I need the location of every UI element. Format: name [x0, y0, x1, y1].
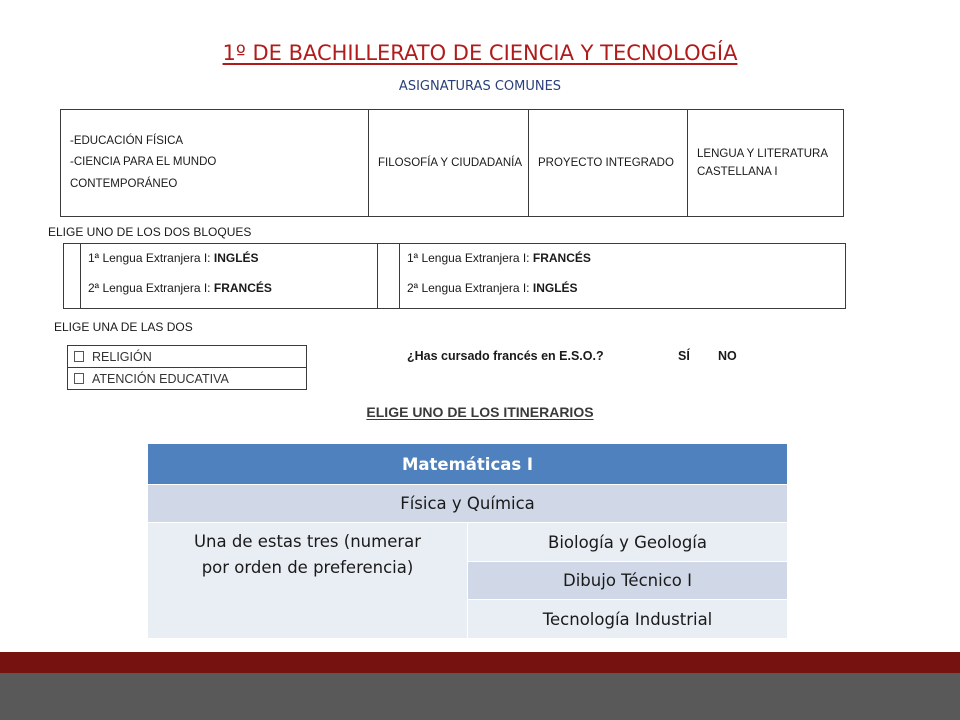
- block-1-lang-2: FRANCÉS: [213, 281, 272, 295]
- common-subject-science-cont: CONTEMPORÁNEO: [70, 177, 178, 190]
- french-question: ¿Has cursado francés en E.S.O.?: [407, 349, 604, 363]
- block-1-lang-1: INGLÉS: [213, 251, 259, 265]
- block-2-lang-2: INGLÉS: [532, 281, 578, 295]
- educational-attention-checkbox-icon[interactable]: [74, 373, 84, 384]
- itinerary-choice-instructions: Una de estas tres (numerar por orden de preferencia): [148, 523, 468, 639]
- itinerary-title: ELIGE UNO DE LOS ITINERARIOS: [366, 404, 594, 420]
- itinerary-option-technical-drawing[interactable]: Dibujo Técnico I: [468, 562, 788, 600]
- block-2-lang-1: FRANCÉS: [532, 251, 591, 265]
- itinerary-header: Matemáticas I: [148, 444, 788, 485]
- page-title: 1º DE BACHILLERATO DE CIENCIA Y TECNOLOGÍA: [222, 41, 738, 65]
- common-subject-philosophy: FILOSOFÍA Y CIUDADANÍA: [369, 110, 529, 217]
- common-subject-language: LENGUA Y LITERATURA CASTELLANA I: [688, 110, 844, 217]
- block-1: [81, 244, 378, 309]
- blocks-label: ELIGE UNO DE LOS DOS BLOQUES: [48, 225, 252, 239]
- answer-yes[interactable]: SÍ: [678, 349, 690, 363]
- block-2-line-1: 1ª Lengua Extranjera I: FRANCÉS: [407, 251, 591, 265]
- footer-gray-bar: [0, 673, 960, 720]
- itinerary-table: [147, 443, 788, 639]
- block-1-line-1: 1ª Lengua Extranjera I: INGLÉS: [88, 251, 259, 265]
- itinerary-option-biology[interactable]: Biología y Geología: [468, 523, 788, 562]
- block-2-checkbox[interactable]: [378, 244, 400, 309]
- religion-checkbox-icon[interactable]: [74, 351, 84, 362]
- footer-red-bar: [0, 652, 960, 673]
- common-subject-science: -CIENCIA PARA EL MUNDO: [70, 156, 217, 169]
- common-subject-cell-1: [61, 110, 369, 217]
- educational-attention-option[interactable]: ATENCIÓN EDUCATIVA: [68, 368, 307, 390]
- common-subjects-table: [60, 109, 844, 217]
- itinerary-physics-chemistry: Física y Química: [148, 485, 788, 523]
- common-subject-project: PROYECTO INTEGRADO: [529, 110, 688, 217]
- religion-option[interactable]: RELIGIÓN: [68, 346, 307, 368]
- block-1-line-2: 2ª Lengua Extranjera I: FRANCÉS: [88, 281, 272, 295]
- block-2-line-2: 2ª Lengua Extranjera I: INGLÉS: [407, 281, 578, 295]
- choose-two-label: ELIGE UNA DE LAS DOS: [54, 320, 193, 334]
- religion-choice-table: [67, 345, 307, 390]
- common-subject-pe: -EDUCACIÓN FÍSICA: [70, 135, 184, 148]
- page-subtitle: ASIGNATURAS COMUNES: [398, 79, 562, 94]
- block-1-checkbox[interactable]: [64, 244, 81, 309]
- answer-no[interactable]: NO: [718, 349, 737, 363]
- block-2: [400, 244, 846, 309]
- itinerary-option-industrial-tech[interactable]: Tecnología Industrial: [468, 600, 788, 639]
- language-blocks-table: [63, 243, 846, 309]
